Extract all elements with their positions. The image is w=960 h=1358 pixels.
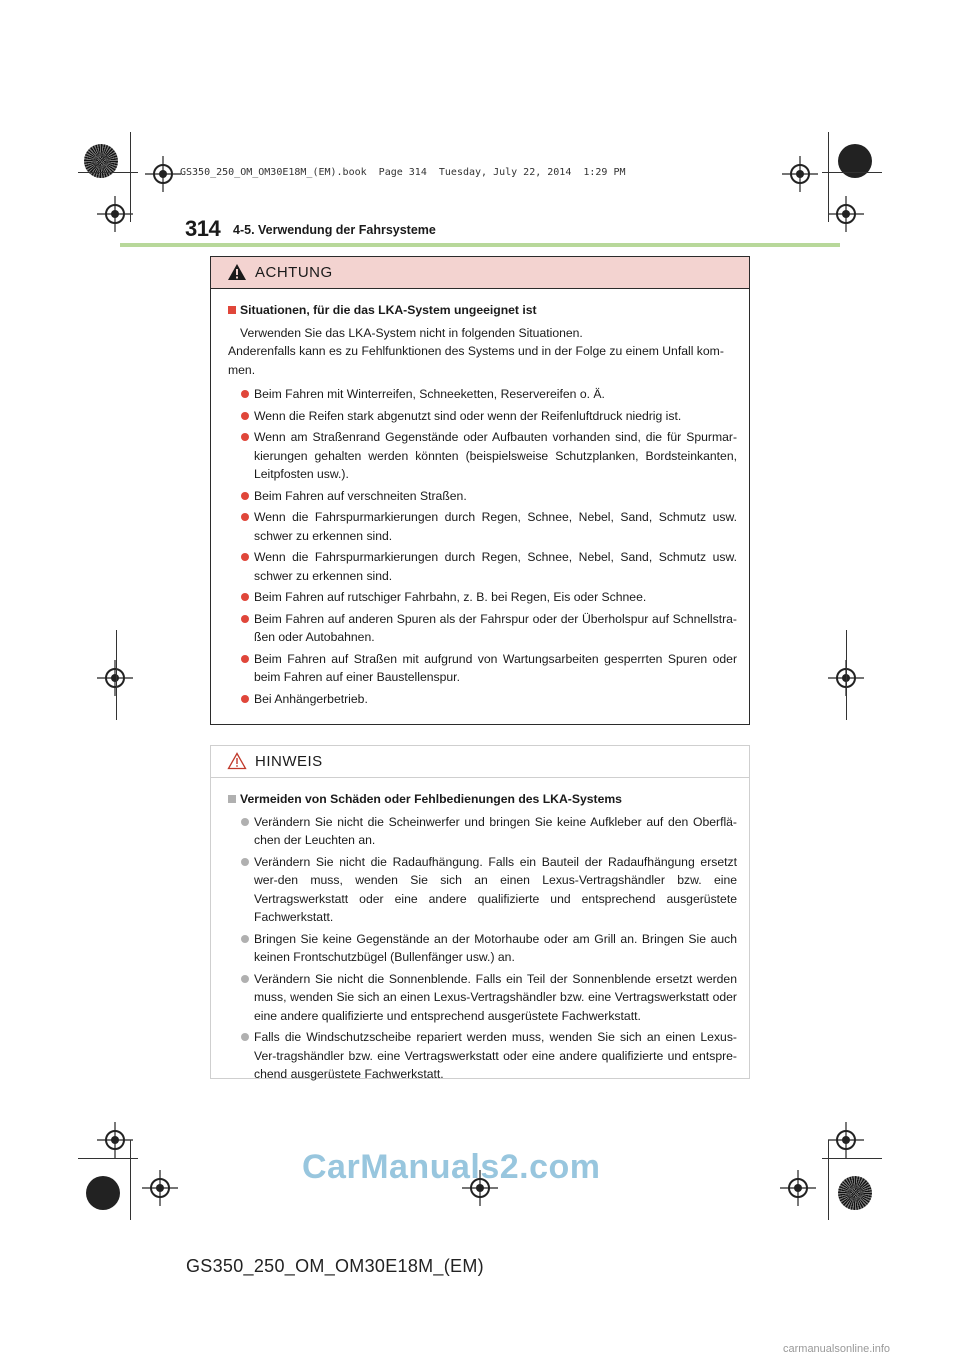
warning-title-text: Situationen, für die das LKA-System ungeeignet ist <box>240 303 537 317</box>
bullet-dot-icon <box>241 935 249 943</box>
bullet-dot-icon <box>241 615 249 623</box>
list-item: Verändern Sie nicht die Sonnenblende. Falls ein Teil der Sonnenblende ersetzt werden muss, wenden Sie sich an einen Lexus-Vertragshändler bzw. eine Vertragswerkstatt oder eine andere qualifizierte und entsprechend ausgerüstete Fachwerkstatt. <box>228 970 737 1026</box>
watermark-online: carmanualsonline.info <box>783 1343 891 1355</box>
notice-title-text: Vermeiden von Schäden oder Fehlbedienungen des LKA-Systems <box>240 792 622 806</box>
registration-mark-icon <box>828 196 864 232</box>
footer-code: GS350_250_OM_OM30E18M_(EM) <box>186 1256 484 1276</box>
warning-intro: Verwenden Sie das LKA-System nicht in folgenden Situationen. <box>240 325 583 340</box>
bullet-dot-icon <box>241 1033 249 1041</box>
header-bar <box>120 243 840 247</box>
crop-line <box>130 1140 131 1220</box>
list-item: Wenn die Fahrspurmarkierungen durch Regen, Schnee, Nebel, Sand, Schmutz usw. schwer zu erkennen sind. <box>228 508 737 545</box>
list-item: Beim Fahren auf verschneiten Straßen. <box>228 487 737 506</box>
bullet-dot-icon <box>241 492 249 500</box>
page-number: 314 <box>185 216 221 241</box>
color-rosette-icon <box>838 1176 872 1210</box>
bullet-dot-icon <box>241 593 249 601</box>
bullet-dot-icon <box>241 433 249 441</box>
square-bullet-icon <box>228 306 236 314</box>
registration-mark-icon <box>780 1170 816 1206</box>
bullet-dot-icon <box>241 695 249 703</box>
crop-line <box>130 132 131 222</box>
crop-line <box>828 132 829 222</box>
notice-section-title <box>228 790 737 809</box>
book-info: GS350_250_OM_OM30E18M_(EM).book Page 314 Tuesday, July 22, 2014 1:29 PM <box>180 167 626 178</box>
warning-content <box>228 301 737 711</box>
notice-label: HINWEIS <box>255 753 323 770</box>
list-item: Verändern Sie nicht die Scheinwerfer und bringen Sie keine Aufkleber auf den Oberflä-chen der Leuchten an. <box>228 813 737 850</box>
list-item: Beim Fahren auf Straßen mit aufgrund von Wartungsarbeiten gesperrten Spuren oder beim Fahren auf einer Baustellenspur. <box>228 650 737 687</box>
warning-triangle-icon <box>227 263 247 281</box>
crop-line <box>822 1158 882 1159</box>
bullet-dot-icon <box>241 818 249 826</box>
registration-mark-icon <box>97 196 133 232</box>
warning-intro-2: Anderenfalls kann es zu Fehlfunktionen des Systems und in der Folge zu einem Unfall kom-men. <box>228 344 724 377</box>
crop-line <box>846 630 847 720</box>
list-item: Wenn die Reifen stark abgenutzt sind oder wenn der Reifenluftdruck niedrig ist. <box>228 407 737 426</box>
list-item: Falls die Windschutzscheibe repariert werden muss, wenden Sie sich an einen Lexus-Ver-tragshändler bzw. eine Vertragswerkstatt oder eine andere qualifizierte und entspre-chend ausgerüstete Fachwerkstatt. <box>228 1028 737 1084</box>
square-bullet-icon <box>228 795 236 803</box>
registration-mark-icon <box>142 1170 178 1206</box>
bullet-dot-icon <box>241 975 249 983</box>
crop-line <box>116 630 117 720</box>
notice-header <box>211 746 749 778</box>
notice-triangle-icon <box>227 752 247 770</box>
list-item: Wenn am Straßenrand Gegenstände oder Aufbauten vorhanden sind, die für Spurmar-kierungen gehalten werden könnten (beispielsweise Schutzplanken, Bordsteinkanten, Leitpfosten usw.). <box>228 428 737 484</box>
registration-mark-icon <box>828 1122 864 1158</box>
crop-line <box>828 1140 829 1220</box>
registration-mark-icon <box>782 156 818 192</box>
notice-box <box>210 745 750 1079</box>
bullet-dot-icon <box>241 858 249 866</box>
bullet-dot-icon <box>241 412 249 420</box>
list-item: Beim Fahren auf anderen Spuren als der Fahrspur oder der Überholspur auf Schnellstra-ßen oder Autobahnen. <box>228 610 737 647</box>
registration-mark-icon <box>97 660 133 696</box>
bullet-dot-icon <box>241 655 249 663</box>
watermark-carmanuals: CarManuals2.com <box>302 1148 601 1186</box>
crop-line <box>78 1158 138 1159</box>
warning-box <box>210 256 750 725</box>
bullet-dot-icon <box>241 513 249 521</box>
registration-mark-icon <box>97 1122 133 1158</box>
list-item: Beim Fahren mit Winterreifen, Schneeketten, Reservereifen o. Ä. <box>228 385 737 404</box>
warning-label: ACHTUNG <box>255 264 333 281</box>
list-item: Beim Fahren auf rutschiger Fahrbahn, z. B. bei Regen, Eis oder Schnee. <box>228 588 737 607</box>
warning-header <box>211 257 749 289</box>
bullet-dot-icon <box>241 553 249 561</box>
section-title: 4-5. Verwendung der Fahrsysteme <box>233 223 436 237</box>
list-item: Bringen Sie keine Gegenstände an der Motorhaube oder am Grill an. Bringen Sie auch keinen Frontschutzbügel (Bullenfänger usw.) an. <box>228 930 737 967</box>
notice-content <box>228 790 737 1087</box>
bullet-dot-icon <box>241 390 249 398</box>
list-item: Wenn die Fahrspurmarkierungen durch Regen, Schnee, Nebel, Sand, Schmutz usw. schwer zu erkennen sind. <box>228 548 737 585</box>
registration-mark-icon <box>145 156 181 192</box>
notice-list <box>228 813 737 1084</box>
warning-section-title <box>228 301 737 320</box>
list-item: Bei Anhängerbetrieb. <box>228 690 737 709</box>
list-item: Verändern Sie nicht die Radaufhängung. Falls ein Bauteil der Radaufhängung ersetzt wer-den muss, wenden Sie sich an einen Lexus-Vertragshändler bzw. eine Vertragswerkstatt oder eine andere qualifizierte und entsprechend ausgerüstete Fachwerkstatt. <box>228 853 737 927</box>
crop-line <box>78 172 138 173</box>
color-rosette-icon <box>86 1176 120 1210</box>
crop-line <box>822 172 882 173</box>
warning-list <box>228 385 737 708</box>
